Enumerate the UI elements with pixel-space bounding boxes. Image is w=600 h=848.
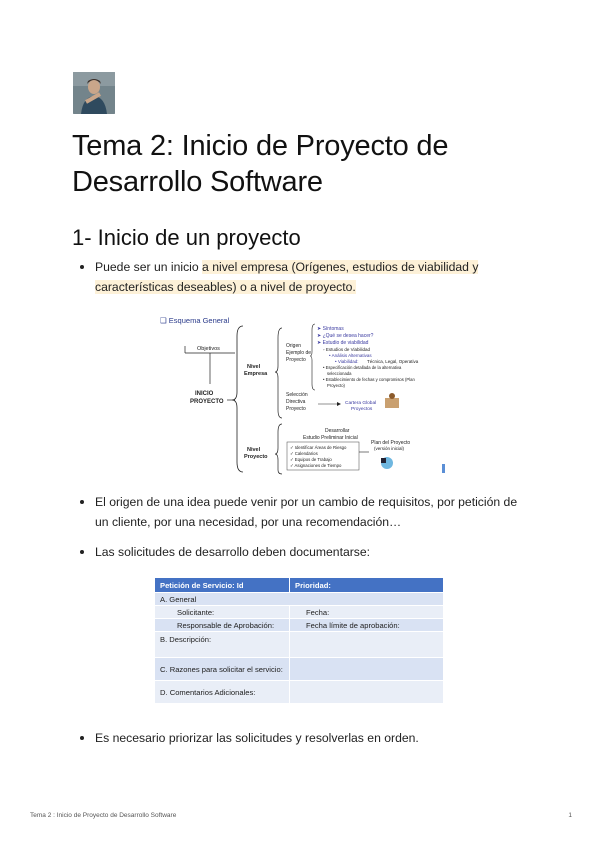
page-number: 1 xyxy=(568,812,572,819)
diagram-estudio: Estudio Preliminar Inicial xyxy=(303,435,358,441)
diagram-plan-2: (versión inicial) xyxy=(374,446,405,451)
diagram-inicio-line1: INICIO xyxy=(195,391,214,397)
table-header-cell: Prioridad: xyxy=(290,578,444,593)
diagram-cartera-2: Proyectos xyxy=(351,407,373,412)
diagram-inicio-line2: PROYECTO xyxy=(190,399,224,405)
plan-globe-icon xyxy=(381,457,393,469)
diagram-nivel-proyecto-2: Proyecto xyxy=(244,454,268,460)
table-cell xyxy=(290,681,444,704)
diagram-plan-1: Plan del Proyecto xyxy=(371,440,411,446)
diagram-check-1: ✓ Identificar Áreas de Riesgo xyxy=(290,445,347,450)
bullet-text: Las solicitudes de desarrollo deben documentarse: xyxy=(95,545,371,559)
diagram-nivel-proyecto-1: Nivel xyxy=(247,447,261,453)
table-cell: Solicitante: xyxy=(155,606,290,619)
table-cell: Responsable de Aprobación: xyxy=(155,619,290,632)
diagram-link-que-desea: ➤ ¿Qué se desea hacer? xyxy=(317,333,374,339)
project-scheme-diagram xyxy=(155,312,447,476)
diagram-cartera-1: Cartera Global xyxy=(345,401,377,406)
diagram-desarrollar: Desarrollar xyxy=(325,428,350,434)
bullet-text: Puede ser un inicio xyxy=(95,260,203,274)
table-cell: Fecha límite de aprobación: xyxy=(290,619,444,632)
table-header-row xyxy=(155,578,443,593)
diagram-heading: ❑ Esquema General xyxy=(160,316,230,325)
diagram-objetivos: Objetivos xyxy=(197,346,220,352)
diagram-nivel-empresa-2: Empresa xyxy=(244,371,268,377)
diagram-sub6: • Establecimiento de fechas y compromisos (Plan xyxy=(323,377,415,382)
table-cell: Fecha: xyxy=(290,606,444,619)
table-row xyxy=(155,632,443,658)
diagram-sel-3: Proyecto xyxy=(286,406,306,412)
diagram-sub3a: • Viabilidad: xyxy=(335,359,359,364)
author-avatar xyxy=(73,72,115,114)
diagram-sub1: ◦ Estudios de Viabilidad xyxy=(323,347,371,352)
table-cell: A. General xyxy=(155,593,443,606)
bullet-text: El origen de una idea puede venir por un cambio de requisitos, por petición de un cliente, por una necesidad, por una recomendación… xyxy=(95,495,518,529)
table-row xyxy=(155,681,443,704)
table-row xyxy=(155,606,443,619)
diagram-check-3: ✓ Equipos de Trabajo xyxy=(290,457,332,462)
table-cell: D. Comentarios Adicionales: xyxy=(155,681,290,704)
list-item xyxy=(72,728,532,748)
diagram-sub2: • Análisis Alternativas xyxy=(329,353,372,358)
diagram-origen-2: Ejemplo de xyxy=(286,350,312,356)
table-cell xyxy=(290,658,444,681)
list-item xyxy=(72,542,532,562)
list-item xyxy=(72,492,532,532)
diagram-link-viabilidad: ➤ Estudio de viabilidad xyxy=(317,340,369,346)
service-request-table xyxy=(155,578,443,704)
diagram-sub4: • Especificación detallada de la alternativa xyxy=(323,365,402,370)
bullet-list-2 xyxy=(72,492,532,562)
diagram-origen-1: Origen xyxy=(286,343,302,349)
diagram-origen-3: Proyecto xyxy=(286,357,306,363)
diagram-sub5: seleccionada xyxy=(327,371,352,376)
highlighted-text: a nivel empresa (Orígenes, estudios de viabilidad y características deseables) o a nivel de proyecto. xyxy=(95,260,479,294)
diagram-sel-2: Directiva xyxy=(286,399,306,405)
bullet-list-3 xyxy=(72,728,532,748)
diagram-sub7: Proyecto) xyxy=(327,383,345,388)
table-cell xyxy=(290,632,444,658)
diagram-check-2: ✓ Calendarios xyxy=(290,451,318,456)
table-row xyxy=(155,593,443,606)
bullet-text: Es necesario priorizar las solicitudes y resolverlas en orden. xyxy=(95,731,419,745)
page-footer xyxy=(30,812,572,819)
table-cell: B. Descripción: xyxy=(155,632,290,658)
table-header-cell: Petición de Servicio: Id xyxy=(155,578,290,593)
footer-text: Tema 2 : Inicio de Proyecto de Desarrollo Software xyxy=(30,812,177,819)
diagram-check-4: ✓ Asignaciones de Tiempo xyxy=(290,463,342,468)
table-row xyxy=(155,658,443,681)
list-item xyxy=(72,257,532,297)
section-heading: 1- Inicio de un proyecto xyxy=(72,225,301,250)
diagram-nivel-empresa-1: Nivel xyxy=(247,364,261,370)
diagram-sub3b: Técnica, Legal, Operativa xyxy=(367,359,419,364)
diagram-sel-1: Selección xyxy=(286,392,308,398)
diagram-link-sintomas: ➤ Síntomas xyxy=(317,326,344,332)
table-cell: C. Razones para solicitar el servicio: xyxy=(155,658,290,681)
table-row xyxy=(155,619,443,632)
bullet-list-1 xyxy=(72,257,532,297)
document-title: Tema 2: Inicio de Proyecto de Desarrollo Software xyxy=(72,130,449,198)
